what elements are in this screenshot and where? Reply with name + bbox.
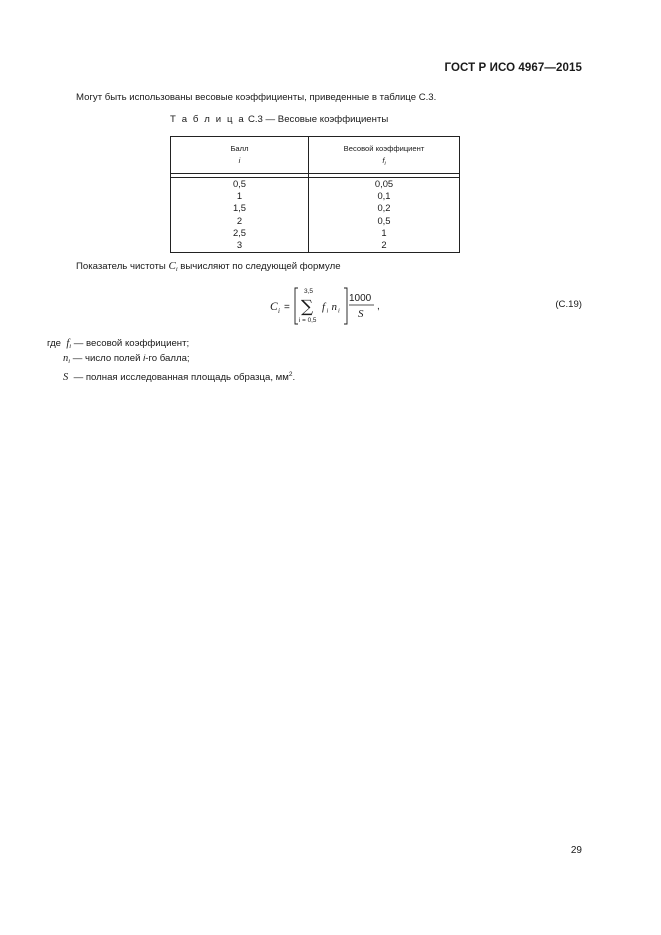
score-cell: 0,5 (171, 178, 309, 191)
page-number: 29 (570, 845, 582, 856)
weight-cell: 2 (309, 239, 460, 253)
definition-row (47, 338, 295, 353)
table-row (171, 227, 460, 239)
weight-symbol: f (322, 301, 326, 313)
score-cell: 1,5 (171, 202, 309, 214)
definition-row (47, 353, 295, 368)
count-symbol: n (331, 301, 337, 313)
column-header-weight-symbol: $f_i$ (382, 156, 386, 167)
column-header-weight (309, 137, 460, 174)
sum-lower-limit: i = 0,5 (299, 317, 317, 324)
score-cell: 2,5 (171, 227, 309, 239)
definition-text: — весовой коэффициент; (73, 338, 190, 349)
table-row (171, 239, 460, 253)
definition-symbol: ni (63, 353, 71, 366)
weight-subscript: i (326, 307, 329, 315)
weight-cell: 0,05 (309, 178, 460, 191)
intro-paragraph: Могут быть использованы весовые коэффициенты, приведенные в таблице С.3. (76, 92, 437, 103)
definition-row (47, 368, 295, 383)
table-row (171, 190, 460, 202)
column-header-score (171, 137, 309, 174)
definition-symbol: S (63, 371, 69, 383)
table-caption-prefix: Т а б л и ц а (170, 114, 246, 125)
weight-cell: 1 (309, 227, 460, 239)
left-bracket (295, 288, 298, 324)
fraction-numerator: 1000 (349, 293, 372, 304)
formula-intro: Показатель чистоты Ci вычисляют по следующей формуле (76, 260, 341, 273)
symbol-definitions (47, 338, 295, 384)
formula-trailing-comma: , (377, 301, 380, 312)
weight-cell: 0,1 (309, 190, 460, 202)
purity-formula (268, 284, 398, 328)
table-caption-title: С.3 — Весовые коэффициенты (245, 114, 389, 125)
definition-symbol: fi (66, 338, 72, 350)
score-cell: 3 (171, 239, 309, 253)
formula-number: (С.19) (555, 299, 582, 310)
table-row (171, 202, 460, 214)
sum-symbol: ∑ (301, 297, 314, 317)
formula-equals: = (284, 302, 290, 313)
document-header: ГОСТ Р ИСО 4967—2015 (444, 62, 582, 74)
table-row (171, 178, 460, 191)
formula-lhs: C (270, 301, 278, 313)
column-header-score-symbol: i (238, 156, 241, 165)
fraction-denominator: S (358, 308, 364, 320)
definition-text: — полная исследованная площадь образца, $мм^2$. (73, 370, 296, 383)
sum-upper-limit: 3,5 (304, 288, 314, 295)
weight-cell: 0,2 (309, 202, 460, 214)
purity-symbol: Ci (168, 260, 178, 273)
weights-table (170, 136, 460, 253)
column-header-weight-title: Весовой коэффициент (343, 144, 425, 153)
column-header-score-title: Балл (230, 144, 249, 153)
table-caption (170, 114, 388, 125)
formula-lhs-subscript: i (278, 307, 280, 315)
count-subscript: i (338, 307, 340, 315)
right-bracket (344, 288, 347, 324)
score-cell: 2 (171, 215, 309, 227)
definition-text: — число полей i-го балла; (72, 353, 190, 365)
where-lead: где (47, 338, 62, 349)
weight-cell: 0,5 (309, 215, 460, 227)
score-cell: 1 (171, 190, 309, 202)
table-row (171, 215, 460, 227)
